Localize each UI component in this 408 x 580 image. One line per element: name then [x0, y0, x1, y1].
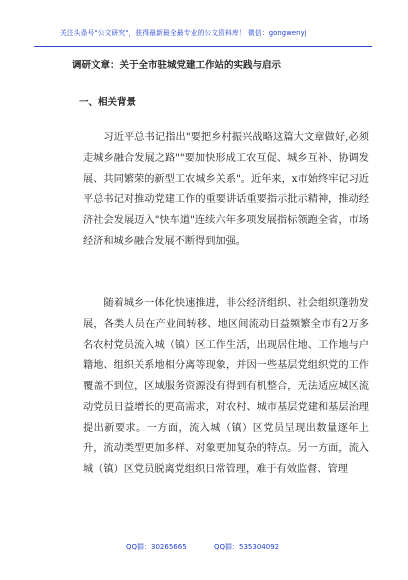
footer-qq-group-2: QQ群：535304092: [214, 543, 280, 551]
header-divider: [34, 46, 372, 47]
section-heading: 一、相关背景: [79, 97, 137, 108]
document-title: 调研文章：关于全市驻城党建工作站的实践与启示: [72, 60, 282, 71]
page-header-text: 关注头条号"公文研究"，获得最新最全最专业的公文资料库！ 微信：gongwenyj: [60, 29, 307, 37]
footer-qq-group-1: QQ群：30265665: [126, 543, 187, 551]
paragraph-2: 随着城乡一体化快速推进，非公经济组织、社会组织蓬勃发展，各类人员在产业间转移、地区间流动日益频繁全市有2万多名农村党员流入城（镇）区工作生活，出现居住地、工作地与户籍地、组织关系地相分离等现象，并因一些基层党组织党的工作覆盖不到位，区域服务资源没有得到有机整合，无法适应城区流动党员日益增长的更高需求，对农村、城市基层党建和基层治理提出新要求。一方面，流入城（镇）区党员呈现出数量逐年上升，流动类型更加多样、对象更加复杂的特点。另一方面，流入城（镇）区党员脱离党组织日常管理，难于有效监督、管理: [83, 298, 369, 475]
paragraph-1: 习近平总书记指出"要把乡村振兴战略这篇大文章做好,必须走城乡融合发展之路""要加快形成工农互促、城乡互补、协调发展、共同繁荣的新型工农城乡关系"。近年来，x市始终牢记习近平总书记对推动党建工作的重要讲话重要指示批示精神，推动经济社会发展迈入"快车道"连续六年多项发展指标领跑全省，市场经济和城乡融合发展不断得到加强。: [83, 132, 369, 247]
